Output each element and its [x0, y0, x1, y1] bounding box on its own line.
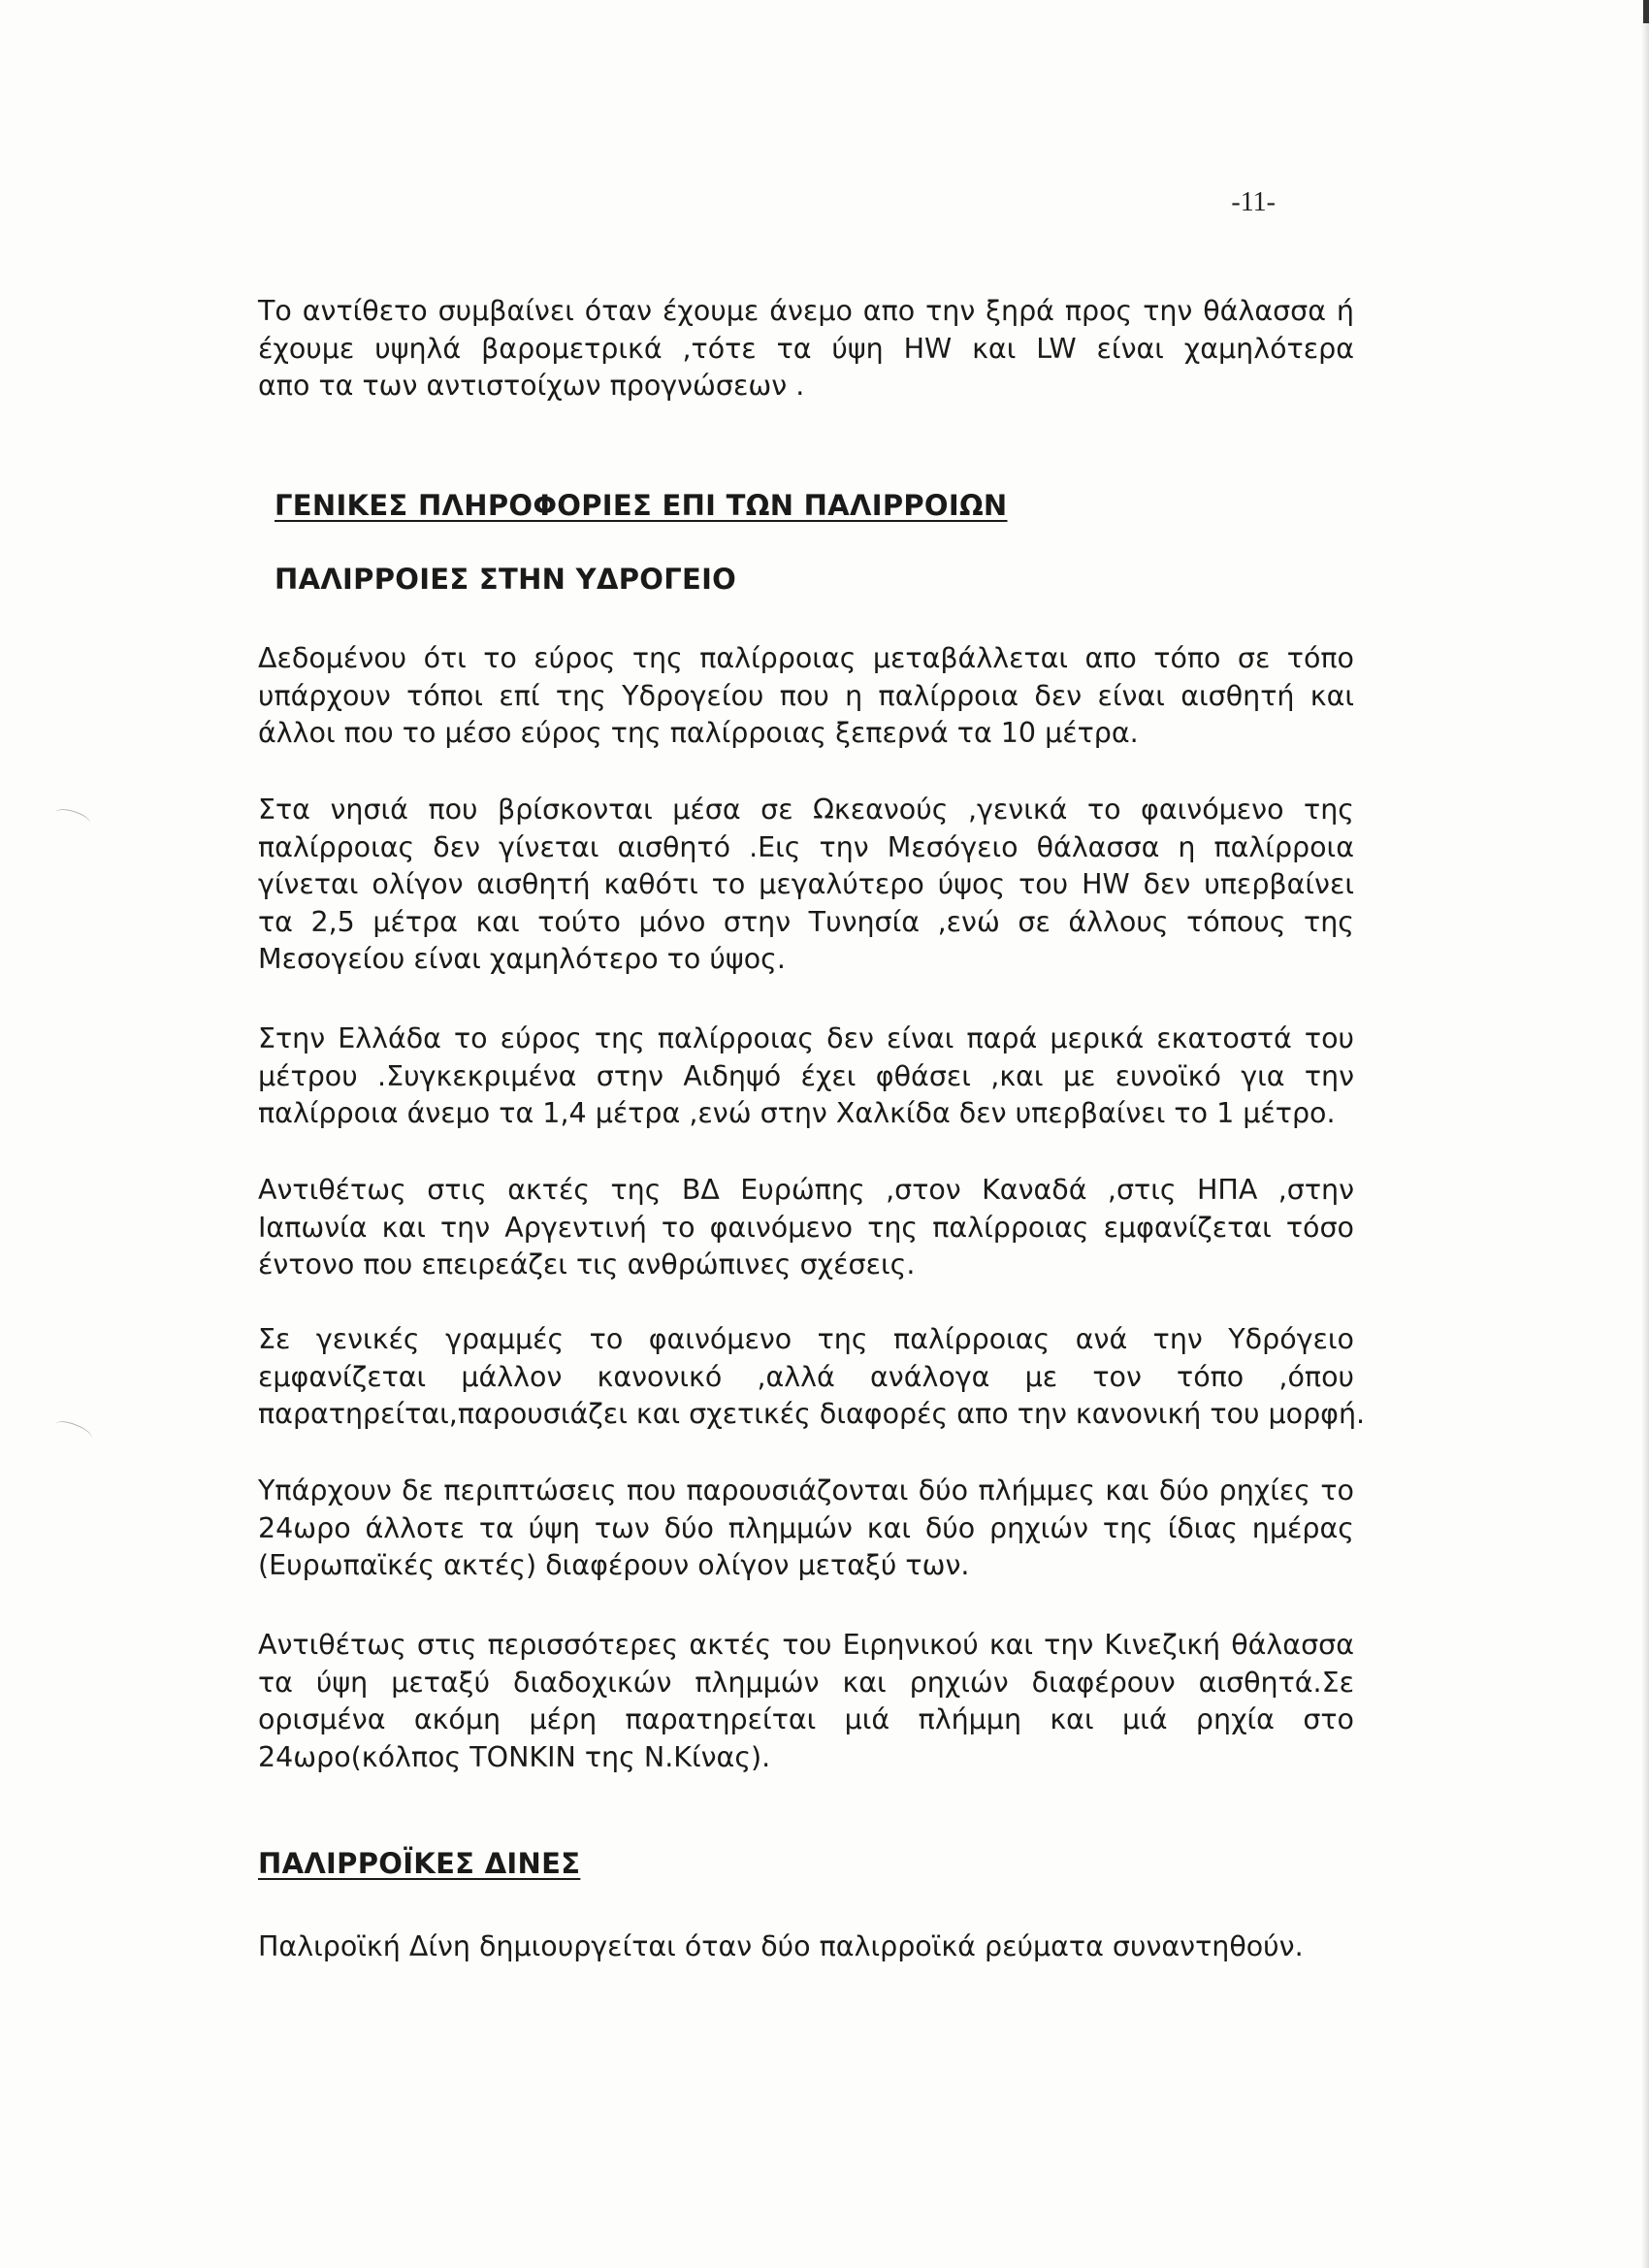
text-line: άλλοι που το μέσο εύρος της παλίρροιας ξεπερνά τα 10 μέτρα. — [258, 717, 1139, 749]
text-line: απο τα των αντιστοίχων προγνώσεων . — [258, 370, 805, 402]
heading-tidal-eddies: ΠΑΛΙΡΡΟΪΚΕΣ ΔΙΝΕΣ — [258, 1847, 581, 1880]
paragraph-2 — [258, 792, 1354, 979]
text-line: Ιαπωνία και την Αργεντινή το φαινόμενο της παλίρροιας εμφανίζεται τόσο — [258, 1211, 1354, 1244]
text-line: Μεσογείου είναι χαμηλότερο το ύψος. — [258, 943, 786, 975]
paragraph-6 — [258, 1473, 1354, 1585]
text-line: έχουμε υψηλά βαρομετρικά ,τότε τα ύψη HW και LW είναι χαμηλότερα — [258, 332, 1354, 365]
text-line: Παλιροϊκή Δίνη δημιουργείται όταν δύο παλιρροϊκά ρεύματα συναντηθούν. — [258, 1930, 1304, 1962]
text-line: 24ωρο(κόλπος ΤΟΝΚΙΝ της Ν.Κίνας). — [258, 1740, 771, 1773]
text-line: Σε γενικές γραμμές το φαινόμενο της παλίρροιας ανά την Υδρόγειο — [258, 1323, 1354, 1355]
paragraph-1 — [258, 640, 1354, 753]
text-line: Υπάρχουν δε περιπτώσεις που παρουσιάζονται δύο πλήμμες και δύο ρηχίες το — [258, 1474, 1354, 1507]
text-line: υπάρχουν τόποι επί της Υδρογείου που η παλίρροια δεν είναι αισθητή και — [258, 679, 1354, 712]
text-line: (Ευρωπαϊκές ακτές) διαφέρουν ολίγον μεταξύ των. — [258, 1549, 970, 1581]
text-line: Αντιθέτως στις ακτές της ΒΔ Ευρώπης ,στον Καναδά ,στις ΗΠΑ ,στην — [258, 1174, 1354, 1206]
text-line: Στα νησιά που βρίσκονται μέσα σε Ωκεανούς ,γενικά το φαινόμενο της — [258, 794, 1354, 826]
text-line: ορισμένα ακόμη μέρη παρατηρείται μιά πλήμμη και μιά ρηχία στο — [258, 1703, 1354, 1735]
heading-general-information: ΓΕΝΙΚΕΣ ΠΛΗΡΟΦΟΡΙΕΣ ΕΠΙ ΤΩΝ ΠΑΛΙΡΡΟΙΩΝ — [275, 489, 1008, 522]
text-line: εμφανίζεται μάλλον κανονικό ,αλλά ανάλογα με τον τόπο ,όπου — [258, 1360, 1354, 1393]
text-line: παλίρροια άνεμο τα 1,4 μέτρα ,ενώ στην Χαλκίδα δεν υπερβαίνει το 1 μέτρο. — [258, 1097, 1336, 1129]
punch-mark-bottom — [53, 1417, 95, 1445]
text-line: τα ύψη μεταξύ διαδοχικών πλημμών και ρηχιών διαφέρουν αισθητά.Σε — [258, 1666, 1354, 1699]
text-line: Το αντίθετο συμβαίνει όταν έχουμε άνεμο απο την ξηρά προς την θάλασσα ή — [258, 295, 1354, 327]
text-line: μέτρου .Συγκεκριμένα στην Αιδηψό έχει φθάσει ,και με ευνοϊκό για την — [258, 1059, 1354, 1092]
paragraph-intro — [258, 293, 1354, 405]
paragraph-7 — [258, 1627, 1354, 1776]
paragraph-8 — [258, 1928, 1354, 1966]
punch-mark-top — [53, 805, 93, 830]
paragraph-5 — [258, 1321, 1366, 1434]
paragraph-3 — [258, 1021, 1354, 1133]
corner-mark — [1643, 0, 1649, 23]
text-line: έντονο που επειρεάζει τις ανθρώπινες σχέσεις. — [258, 1248, 916, 1280]
text-line: γίνεται ολίγον αισθητή καθότι το μεγαλύτερο ύψος του HW δεν υπερβαίνει — [258, 868, 1354, 900]
page-edge-shadow — [1641, 0, 1649, 2268]
paragraph-4 — [258, 1172, 1354, 1284]
text-line: παλίρροιας δεν γίνεται αισθητό .Εις την Μεσόγειο θάλασσα η παλίρροια — [258, 830, 1354, 863]
heading-tides-on-earth: ΠΑΛΙΡΡΟΙΕΣ ΣΤΗΝ ΥΔΡΟΓΕΙΟ — [275, 563, 737, 596]
text-line: τα 2,5 μέτρα και τούτο μόνο στην Τυνησία ,ενώ σε άλλους τόπους της — [258, 905, 1354, 938]
text-line: Στην Ελλάδα το εύρος της παλίρροιας δεν είναι παρά μερικά εκατοστά του — [258, 1022, 1354, 1054]
text-line: Αντιθέτως στις περισσότερες ακτές του Ειρηνικού και την Κινεζική θάλασσα — [258, 1629, 1354, 1661]
text-line: 24ωρο άλλοτε τα ύψη των δύο πλημμών και δύο ρηχιών της ίδιας ημέρας — [258, 1511, 1354, 1544]
page-number: -11- — [1231, 187, 1276, 217]
text-line: Δεδομένου ότι το εύρος της παλίρροιας μεταβάλλεται απο τόπο σε τόπο — [258, 642, 1354, 674]
text-line: παρατηρείται,παρουσιάζει και σχετικές διαφορές απο την κανονική του μορφή. — [258, 1398, 1366, 1430]
